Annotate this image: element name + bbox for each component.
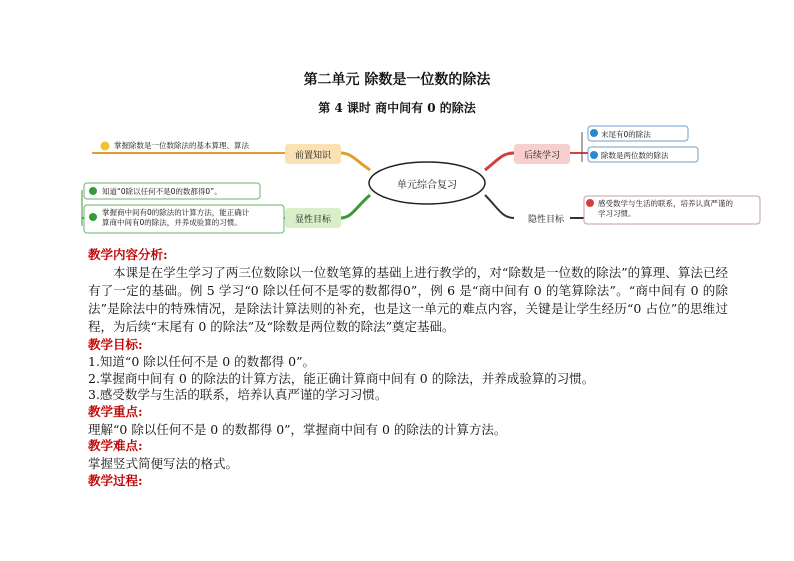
center-node-label: 单元综合复习 — [397, 180, 457, 191]
node-left-top-label: 前置知识 — [294, 151, 331, 161]
analysis-body: 本课是在学生学习了两三位数除以一位数笔算的基础上进行教学的，对“除数是一位数的除法”的算理、算法已经有了一定的基础。例 5 学习“0 除以任何不是零的数都得0”，例 6 是“商中间有 0 的笔算除法”。“商中间有 0 的除法”是除法中的特殊情况，是除法计算法则的补充，也是这一单元的难点内容，关键是让学生经历“0 占位”的思维过程，为后续“末尾有 0 的除法”及“除数是两位数的除法”奠定基础。 — [88, 265, 728, 334]
process-heading: 教学过程: — [88, 473, 143, 488]
node-right-bottom-label: 隐性目标 — [527, 215, 564, 225]
branch-right-bottom — [485, 195, 514, 218]
branch-left-top — [340, 153, 370, 170]
analysis-heading: 教学内容分析: — [88, 247, 168, 262]
goal-item-3: 3.感受数学与生活的联系，培养认真严谨的学习习惯。 — [88, 387, 388, 402]
leaf-left-bottom-1: 知道“0除以任何不是0的数都得0”。 — [102, 187, 222, 196]
leaf-right-top-2: 除数是两位数的除法 — [601, 151, 669, 160]
key-points-body: 理解“0 除以任何不是 0 的数都得 0”，掌握商中间有 0 的除法的计算方法。 — [88, 422, 507, 437]
plus-icon — [590, 129, 598, 137]
plus-icon — [590, 151, 598, 159]
lesson-title: 第 4 课时 商中间有 0 的除法 — [318, 101, 476, 115]
goal-item-2: 2.掌握商中间有 0 的除法的计算方法，能正确计算商中间有 0 的除法，并养成验算的习惯。 — [88, 371, 595, 386]
branch-left-bottom — [340, 195, 370, 218]
leaf-right-bottom-1: 感受数学与生活的联系，培养认真严谨的 学习习惯。 — [598, 199, 733, 218]
leaf-left-top-1: 掌握除数是一位数除法的基本算理、算法 — [114, 141, 249, 150]
node-left-bottom-label: 显性目标 — [294, 215, 331, 225]
check-icon — [89, 187, 97, 195]
leaf-left-bottom-2: 掌握商中间有0的除法的计算方法，能正确计 算商中间有0的除法，并养成验算的习惯。 — [102, 208, 250, 227]
node-right-top-label: 后续学习 — [523, 151, 560, 161]
key-points-heading: 教学重点: — [88, 404, 143, 419]
smile-icon — [101, 142, 110, 151]
leaf-right-top-1: 末尾有0的除法 — [601, 130, 651, 139]
branch-right-top — [485, 153, 514, 170]
goals-heading: 教学目标: — [88, 337, 143, 352]
check-icon — [89, 213, 97, 221]
difficulties-body: 掌握竖式简便写法的格式。 — [88, 456, 239, 471]
goal-item-1: 1.知道“0 除以任何不是 0 的数都得 0”。 — [88, 354, 315, 369]
flag-icon — [586, 199, 594, 207]
unit-title: 第二单元 除数是一位数的除法 — [303, 72, 491, 88]
difficulties-heading: 教学难点: — [88, 438, 143, 453]
